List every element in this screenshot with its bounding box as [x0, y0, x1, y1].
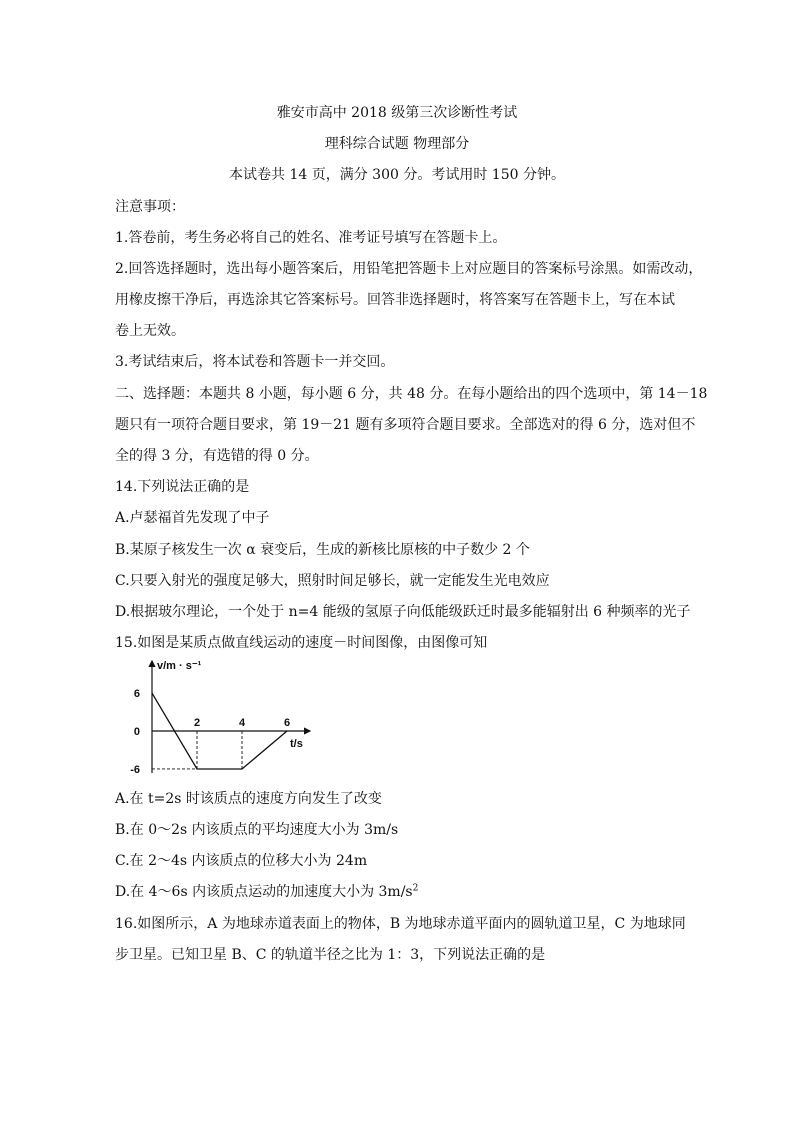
note-item-3: 3.考试结束后，将本试卷和答题卡一并交回。 [115, 354, 395, 370]
x-tick-label-4: 4 [238, 717, 246, 729]
note-item-2-line3: 卷上无效。 [115, 323, 185, 339]
notes-heading: 注意事项： [115, 199, 185, 215]
q15-option-c: C.在 2～4s 内该质点的位移大小为 24m [115, 853, 368, 869]
q14-stem: 14.下列说法正确的是 [115, 479, 250, 495]
x-tick-label-2: 2 [193, 717, 201, 729]
velocity-time-chart [112, 655, 312, 780]
section-2-line3: 全的得 3 分，有选错的得 0 分。 [115, 448, 319, 464]
q15-option-d-text: D.在 4～6s 内该质点运动的加速度大小为 3m/s [115, 884, 413, 900]
note-item-2-line1: 2.回答选择题时，选出每小题答案后，用铅笔把答题卡上对应题目的答案标号涂黑。如需改动， [115, 261, 703, 277]
q16-stem-line1: 16.如图所示，A 为地球赤道表面上的物体，B 为地球赤道平面内的圆轨道卫星，C 为地球同 [115, 916, 686, 932]
exam-subtitle: 理科综合试题 物理部分 [324, 136, 470, 152]
x-tick-label-6: 6 [283, 717, 291, 729]
y-axis-label: v/m · s⁻¹ [157, 660, 202, 672]
y-tick-label--6: -6 [130, 763, 140, 776]
q15-option-d-exponent: 2 [412, 883, 419, 894]
q15-option-a: A.在 t=2s 时该质点的速度方向发生了改变 [115, 791, 382, 807]
exam-title: 雅安市高中 2018 级第三次诊断性考试 [276, 105, 518, 121]
y-tick-label-0: 0 [133, 726, 140, 738]
x-axis-label: t/s [290, 738, 303, 750]
note-item-1: 1.答卷前，考生务必将自己的姓名、准考证号填写在答题卡上。 [115, 230, 507, 246]
q14-option-d: D.根据玻尔理论，一个处于 n=4 能级的氢原子向低能级跃迁时最多能辐射出 6 种频率的光子 [115, 604, 691, 620]
q15-option-d [115, 882, 418, 902]
q14-option-b: B.某原子核发生一次 α 衰变后，生成的新核比原核的中子数少 2 个 [115, 542, 530, 558]
y-tick-label-6: 6 [133, 688, 140, 701]
q15-option-b: B.在 0～2s 内该质点的平均速度大小为 3m/s [115, 822, 399, 838]
exam-info: 本试卷共 14 页，满分 300 分。考试用时 150 分钟。 [229, 167, 565, 183]
q14-option-a: A.卢瑟福首先发现了中子 [115, 510, 270, 526]
section-2-line1: 二、选择题：本题共 8 小题，每小题 6 分，共 48 分。在每小题给出的四个选项中，第 14－18 [115, 386, 708, 402]
section-2-line2: 题只有一项符合题目要求，第 19－21 题有多项符合题目要求。全部选对的得 6 分，选对但不 [115, 417, 696, 433]
note-item-2-line2: 用橡皮擦干净后，再选涂其它答案标号。回答非选择题时，将答案写在答题卡上，写在本试 [115, 292, 675, 308]
q14-option-c: C.只要入射光的强度足够大，照射时间足够长，就一定能发生光电效应 [115, 573, 550, 589]
q15-stem: 15.如图是某质点做直线运动的速度－时间图像，由图像可知 [115, 635, 488, 651]
q16-stem-line2: 步卫星。已知卫星 B、C 的轨道半径之比为 1：3，下列说法正确的是 [115, 947, 546, 963]
